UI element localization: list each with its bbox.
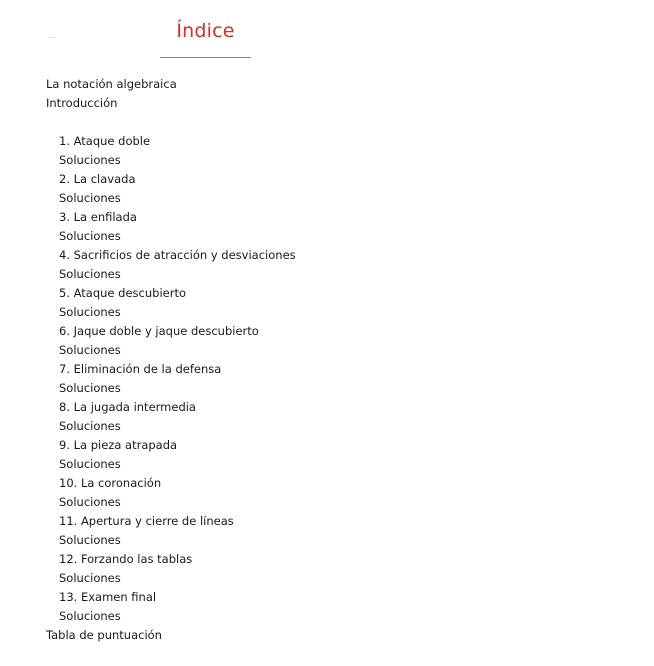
toc-entry-chapter[interactable] <box>0 132 654 151</box>
toc-entry-solutions[interactable] <box>0 227 654 246</box>
toc-link-solutions[interactable]: Soluciones <box>59 305 121 319</box>
toc-entry-solutions[interactable] <box>0 379 654 398</box>
toc-entry-chapter[interactable] <box>0 284 654 303</box>
toc-entry-solutions[interactable] <box>0 493 654 512</box>
toc-entry-solutions[interactable] <box>0 607 654 626</box>
toc-link-solutions[interactable]: Soluciones <box>59 419 121 433</box>
toc-link-chapter[interactable]: 10. La coronación <box>59 476 162 490</box>
toc-entry-chapter[interactable] <box>0 474 654 493</box>
toc-link-chapter[interactable]: 12. Forzando las tablas <box>59 552 193 566</box>
toc-link-solutions[interactable]: Soluciones <box>59 609 121 623</box>
toc-link-solutions[interactable]: Soluciones <box>59 191 121 205</box>
toc-link-chapter[interactable]: 3. La enfilada <box>59 210 137 224</box>
toc-link-chapter[interactable]: 4. Sacrificios de atracción y desviaciones <box>59 248 296 262</box>
toc-header <box>0 0 654 70</box>
toc-link-chapter[interactable]: 7. Eliminación de la defensa <box>59 362 222 376</box>
toc-entry-chapter[interactable] <box>0 512 654 531</box>
toc-entry-solutions[interactable] <box>0 151 654 170</box>
toc-link-chapter[interactable]: 1. Ataque doble <box>59 134 151 148</box>
toc-link-chapter[interactable]: 13. Examen final <box>59 590 157 604</box>
toc-link-chapter[interactable]: 2. La clavada <box>59 172 136 186</box>
toc-entry-chapter[interactable] <box>0 170 654 189</box>
toc-link-solutions[interactable]: Soluciones <box>59 457 121 471</box>
toc-entry-solutions[interactable] <box>0 531 654 550</box>
toc-entry-solutions[interactable] <box>0 265 654 284</box>
toc-link-notacion[interactable]: La notación algebraica <box>46 77 177 91</box>
toc-link-solutions[interactable]: Soluciones <box>59 495 121 509</box>
toc-link-solutions[interactable]: Soluciones <box>59 533 121 547</box>
toc-link-solutions[interactable]: Soluciones <box>59 267 121 281</box>
toc-entry-chapter[interactable] <box>0 550 654 569</box>
toc-entry-solutions[interactable] <box>0 417 654 436</box>
toc-entry-chapter[interactable] <box>0 436 654 455</box>
toc-entry-solutions[interactable] <box>0 303 654 322</box>
toc-link-solutions[interactable]: Soluciones <box>59 229 121 243</box>
toc-entry-chapter[interactable] <box>0 588 654 607</box>
decorative-mark <box>48 37 54 38</box>
title-underline <box>160 57 251 58</box>
toc-entry-chapter[interactable] <box>0 246 654 265</box>
spacer <box>0 113 654 132</box>
toc-link-tabla-puntuacion[interactable]: Tabla de puntuación <box>46 628 162 642</box>
toc-entry-chapter[interactable] <box>0 208 654 227</box>
toc-link-chapter[interactable]: 9. La pieza atrapada <box>59 438 178 452</box>
toc-link-chapter[interactable]: 8. La jugada intermedia <box>59 400 196 414</box>
toc-link-solutions[interactable]: Soluciones <box>59 153 121 167</box>
toc-entry-solutions[interactable] <box>0 189 654 208</box>
toc-entry-introduccion[interactable] <box>0 94 654 113</box>
toc-entry-chapter[interactable] <box>0 398 654 417</box>
toc-link-introduccion[interactable]: Introducción <box>46 96 118 110</box>
toc-entry-chapter[interactable] <box>0 322 654 341</box>
toc-entry-chapter[interactable] <box>0 360 654 379</box>
toc-link-chapter[interactable]: 6. Jaque doble y jaque descubierto <box>59 324 259 338</box>
toc-entry-solutions[interactable] <box>0 341 654 360</box>
toc-link-chapter[interactable]: 5. Ataque descubierto <box>59 286 186 300</box>
toc-link-solutions[interactable]: Soluciones <box>59 381 121 395</box>
toc-entry-tabla-puntuacion[interactable] <box>0 626 654 645</box>
table-of-contents <box>0 75 654 645</box>
toc-entry-notacion[interactable] <box>0 75 654 94</box>
toc-link-solutions[interactable]: Soluciones <box>59 343 121 357</box>
toc-link-solutions[interactable]: Soluciones <box>59 571 121 585</box>
toc-entry-solutions[interactable] <box>0 569 654 588</box>
toc-entry-solutions[interactable] <box>0 455 654 474</box>
toc-link-chapter[interactable]: 11. Apertura y cierre de líneas <box>59 514 234 528</box>
page-title: Índice <box>176 20 235 42</box>
